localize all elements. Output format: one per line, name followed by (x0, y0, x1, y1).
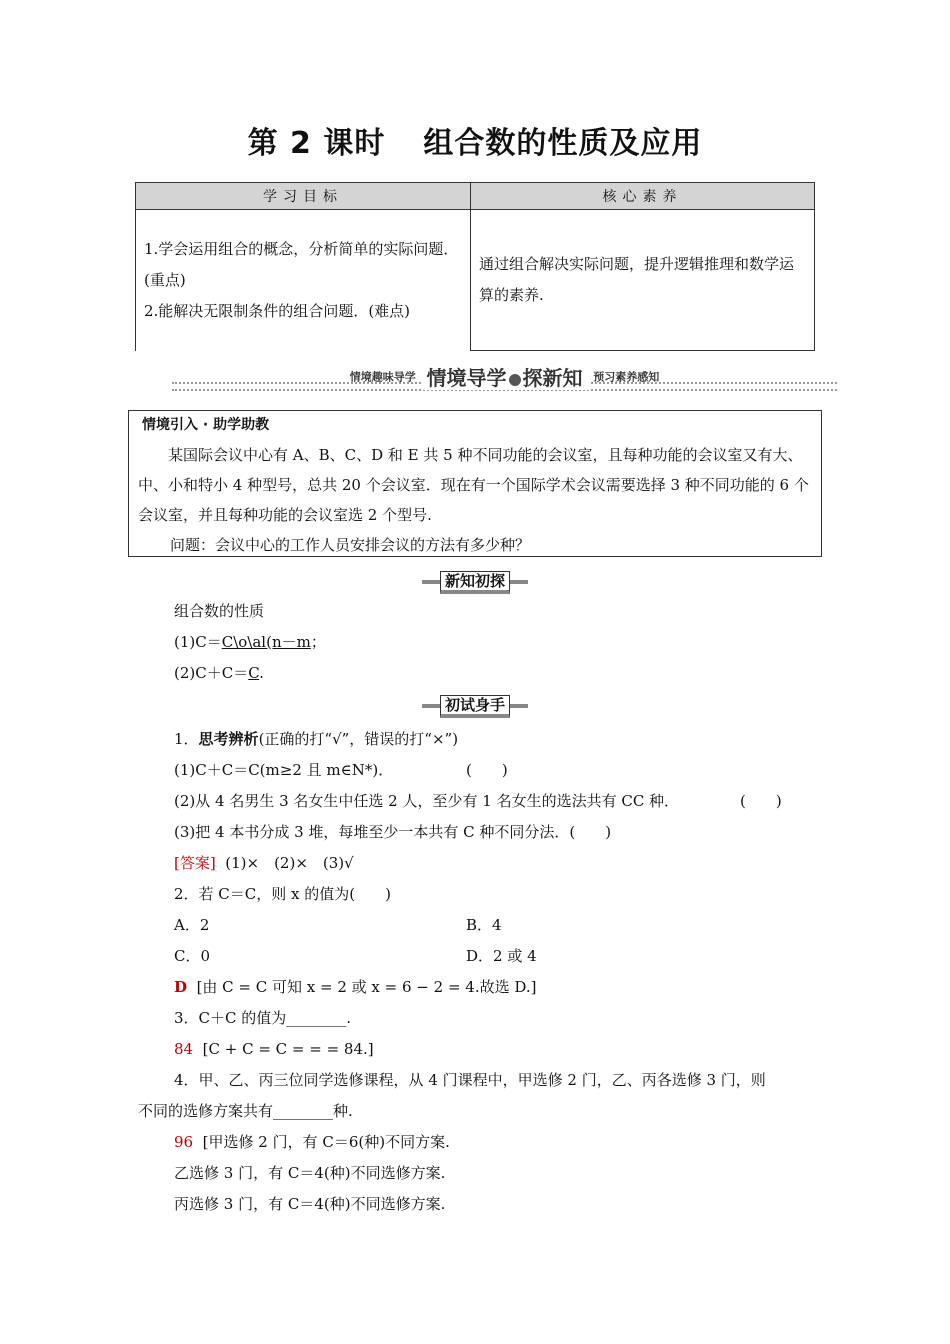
answer-4-key: 96 (174, 1133, 194, 1151)
intro-header (142, 414, 269, 434)
choice-b: B．4 (466, 916, 502, 934)
property-2: (2)C＋C＝C. (174, 664, 264, 682)
properties-heading: 组合数的性质 (174, 602, 265, 620)
page-title (0, 118, 950, 162)
goals-table (135, 182, 815, 351)
question-3: 3．C＋C 的值为________. (174, 1009, 352, 1027)
question-1b: (2)从 4 名男生 3 名女生中任选 2 人，至少有 1 名女生的选法共有 CC 种． (174, 792, 680, 810)
question-1b-paren: ( ) (740, 792, 782, 810)
banner-title (421, 366, 589, 390)
banner-right-caption: 预习素养感知 (593, 370, 660, 384)
answer-tag: [答案] (174, 854, 216, 872)
arrow-icon (509, 374, 521, 386)
banner-title-1: 情境导学 (426, 366, 507, 390)
choice-d: D．2 或 4 (466, 947, 537, 965)
choice-c: C．0 (174, 947, 211, 965)
section-label-new (0, 571, 950, 594)
answer-2: D [由 C = C 可知 x = 2 或 x = 6 − 2 = 4.故选 D.] (174, 978, 537, 996)
goals-header: 学习目标 (136, 183, 471, 210)
answer-2-key: D (174, 978, 188, 996)
choice-a: A．2 (174, 916, 210, 934)
goals-cell (136, 210, 471, 351)
question-4-line-2: 不同的选修方案共有________种. (138, 1102, 353, 1120)
competency-cell: 通过组合解决实际问题，提升逻辑推理和数学运算的素养. (471, 210, 815, 351)
competency-header: 核心素养 (471, 183, 815, 210)
answer-4-line-1: 96 [甲选修 2 门，有 C＝6(种)不同方案. (174, 1133, 450, 1151)
section-label-try-text: 初试身手 (440, 695, 510, 718)
answer-3-key: 84 (174, 1040, 194, 1058)
section-banner (172, 362, 837, 391)
question-1a: (1)C＋C＝C(m≥2 且 m∈N*)． (174, 761, 394, 779)
intro-header-text: 情境引入 · 助学助教 (142, 417, 270, 433)
lesson-topic: 组合数的性质及应用 (423, 126, 703, 161)
question-1c: (3)把 4 本书分成 3 堆，每堆至少一本共有 C 种不同分法．( ) (174, 823, 612, 841)
goal-2: 2.能解决无限制条件的组合问题．(难点) (144, 301, 411, 320)
goal-1: 1.学会运用组合的概念，分析简单的实际问题．(重点) (144, 239, 459, 289)
property-2-answer: C (248, 664, 260, 682)
property-1-answer: C\o\al(n－m (221, 633, 311, 651)
question-1: 1．思考辨析(正确的打“√”，错误的打“×”) (174, 730, 459, 748)
section-label-new-text: 新知初探 (440, 571, 510, 594)
lesson-number: 第 2 课时 (247, 126, 386, 161)
answer-4-line-2: 乙选修 3 门，有 C＝4(种)不同选修方案. (174, 1164, 446, 1182)
answer-1: [答案] (1)× (2)× (3)√ (174, 854, 354, 872)
banner-left-caption: 情境趣味导学 (349, 370, 416, 384)
banner-title-2: 探新知 (522, 366, 583, 390)
question-4-line-1: 4．甲、乙、丙三位同学选修课程，从 4 门课程中，甲选修 2 门，乙、丙各选修 3 门，则 (174, 1071, 766, 1089)
property-1: (1)C＝C\o\al(n－m； (174, 633, 326, 651)
answer-3: 84 [C + C = C = = = 84.] (174, 1040, 374, 1058)
intro-question: 问题：会议中心的工作人员安排会议的方法有多少种？ (170, 536, 531, 554)
answer-4-line-3: 丙选修 3 门，有 C＝4(种)不同选修方案. (174, 1195, 446, 1213)
question-1a-paren: ( ) (466, 761, 508, 779)
intro-body: 某国际会议中心有 A、B、C、D 和 E 共 5 种不同功能的会议室，且每种功能的会议室又有大、中、小和特小 4 种型号，总共 20 个会议室．现在有一个国际学术会议需要选择 3 种不同功能的 6 个会议室，并且每种功能的会议室选 2 个型号. (138, 446, 809, 524)
section-label-try (0, 695, 950, 718)
question-2: 2．若 C＝C，则 x 的值为( ) (174, 885, 391, 903)
